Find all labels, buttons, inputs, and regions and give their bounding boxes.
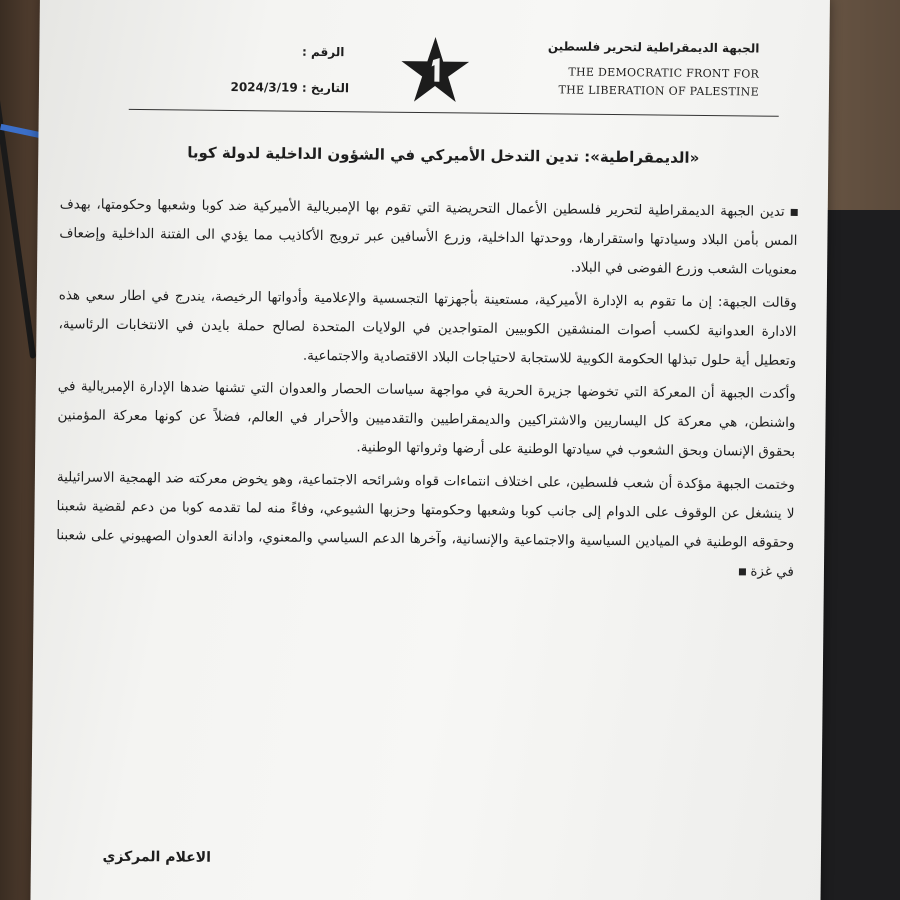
star-emblem-icon — [399, 34, 472, 107]
paragraph — [58, 281, 797, 376]
document-title: «الديمقراطية»: تدين التدخل الأميركي في الشؤون الداخلية لدولة كوبا — [187, 143, 700, 167]
paragraph-text: وقالت الجبهة: إن ما تقوم به الإدارة الأميركية، مستعينة بأجهزتها التجسسية والإعلامية وأدواتها الرخيصة، يندرج في اطار سعي هذه الادارة العدوانية لكسب أصوات المنشقين الكوبيين المتواجدين في الولايات المتحدة لصالح حملة بايدن في الانتخابات الرئاسية، وتعطيل أية حلول تبذلها الحكومة الكوبية للاستجابة لاحتياجات البلاد الاقتصادية والاجتماعية. — [58, 287, 797, 369]
organization-name-arabic: الجبهة الديمقراطية لتحرير فلسطين — [547, 39, 760, 56]
paragraph-text: تدين الجبهة الديمقراطية لتحرير فلسطين الأعمال التحريضية التي تقوم بها الإمبريالية الأميركية ضد كوبا وشعبها وحكومتها، بهدف المس بأمن البلاد وسيادتها واستقرارها، ووحدتها الداخلية، وزرع الأسافين عبر ترويج الأكاذيب مما يؤدي الى الفتنة الداخلية وإضعاف معنويات الشعب وزرع الفوضى في البلاد. — [59, 196, 798, 278]
organization-name-english-line1: THE DEMOCRATIC FRONT FOR — [568, 65, 760, 81]
paragraph — [59, 190, 798, 285]
monitor-edge — [816, 210, 900, 900]
reference-number-label: الرقم : — [301, 44, 345, 60]
signature: الاعلام المركزي — [102, 848, 212, 866]
square-bullet-icon — [791, 208, 798, 215]
document-body — [56, 190, 798, 591]
paragraph — [56, 463, 795, 587]
paragraph — [57, 372, 796, 467]
document-date: التاريخ : 2024/3/19 — [230, 80, 350, 96]
document-page — [30, 0, 830, 900]
organization-name-english-line2: THE LIBERATION OF PALESTINE — [558, 83, 760, 99]
paragraph-text: وأكدت الجبهة أن المعركة التي تخوضها جزيرة الحرية في مواجهة سياسات الحصار والعدوان التي تشنها ضدها الإدارة الإمبريالية في واشنطن، هي معركة كل اليساريين والاشتراكيين والديمقراطيين والتقدميين والأحرار في العالم، فضلاً عن كونها معركة المؤمنين بحقوق الإنسان وبحق الشعوب في سيادتها الوطنية على أرضها وثرواتها الوطنية. — [57, 378, 796, 460]
square-end-mark-icon — [739, 568, 746, 575]
paragraph-text: وختمت الجبهة مؤكدة أن شعب فلسطين، على اختلاف انتماءات قواه وشرائحه الاجتماعية، وهو يخوض معركته ضد الهمجية الاسرائيلية لا ينشغل عن الوقوف على الدوام إلى جانب كوبا وشعبها وحكومتها وحزبها الشيوعي، وفاءً منه لما تقدمه كوبا من دعم لقضية شعبنا وحقوقه الوطنية في الميادين السياسية والاجتماعية والإنسانية، وآخرها الدعم السياسي والمعنوي، وادانة العدوان الصهيوني على شعبنا في غزة — [56, 469, 795, 580]
header-divider — [129, 109, 779, 117]
